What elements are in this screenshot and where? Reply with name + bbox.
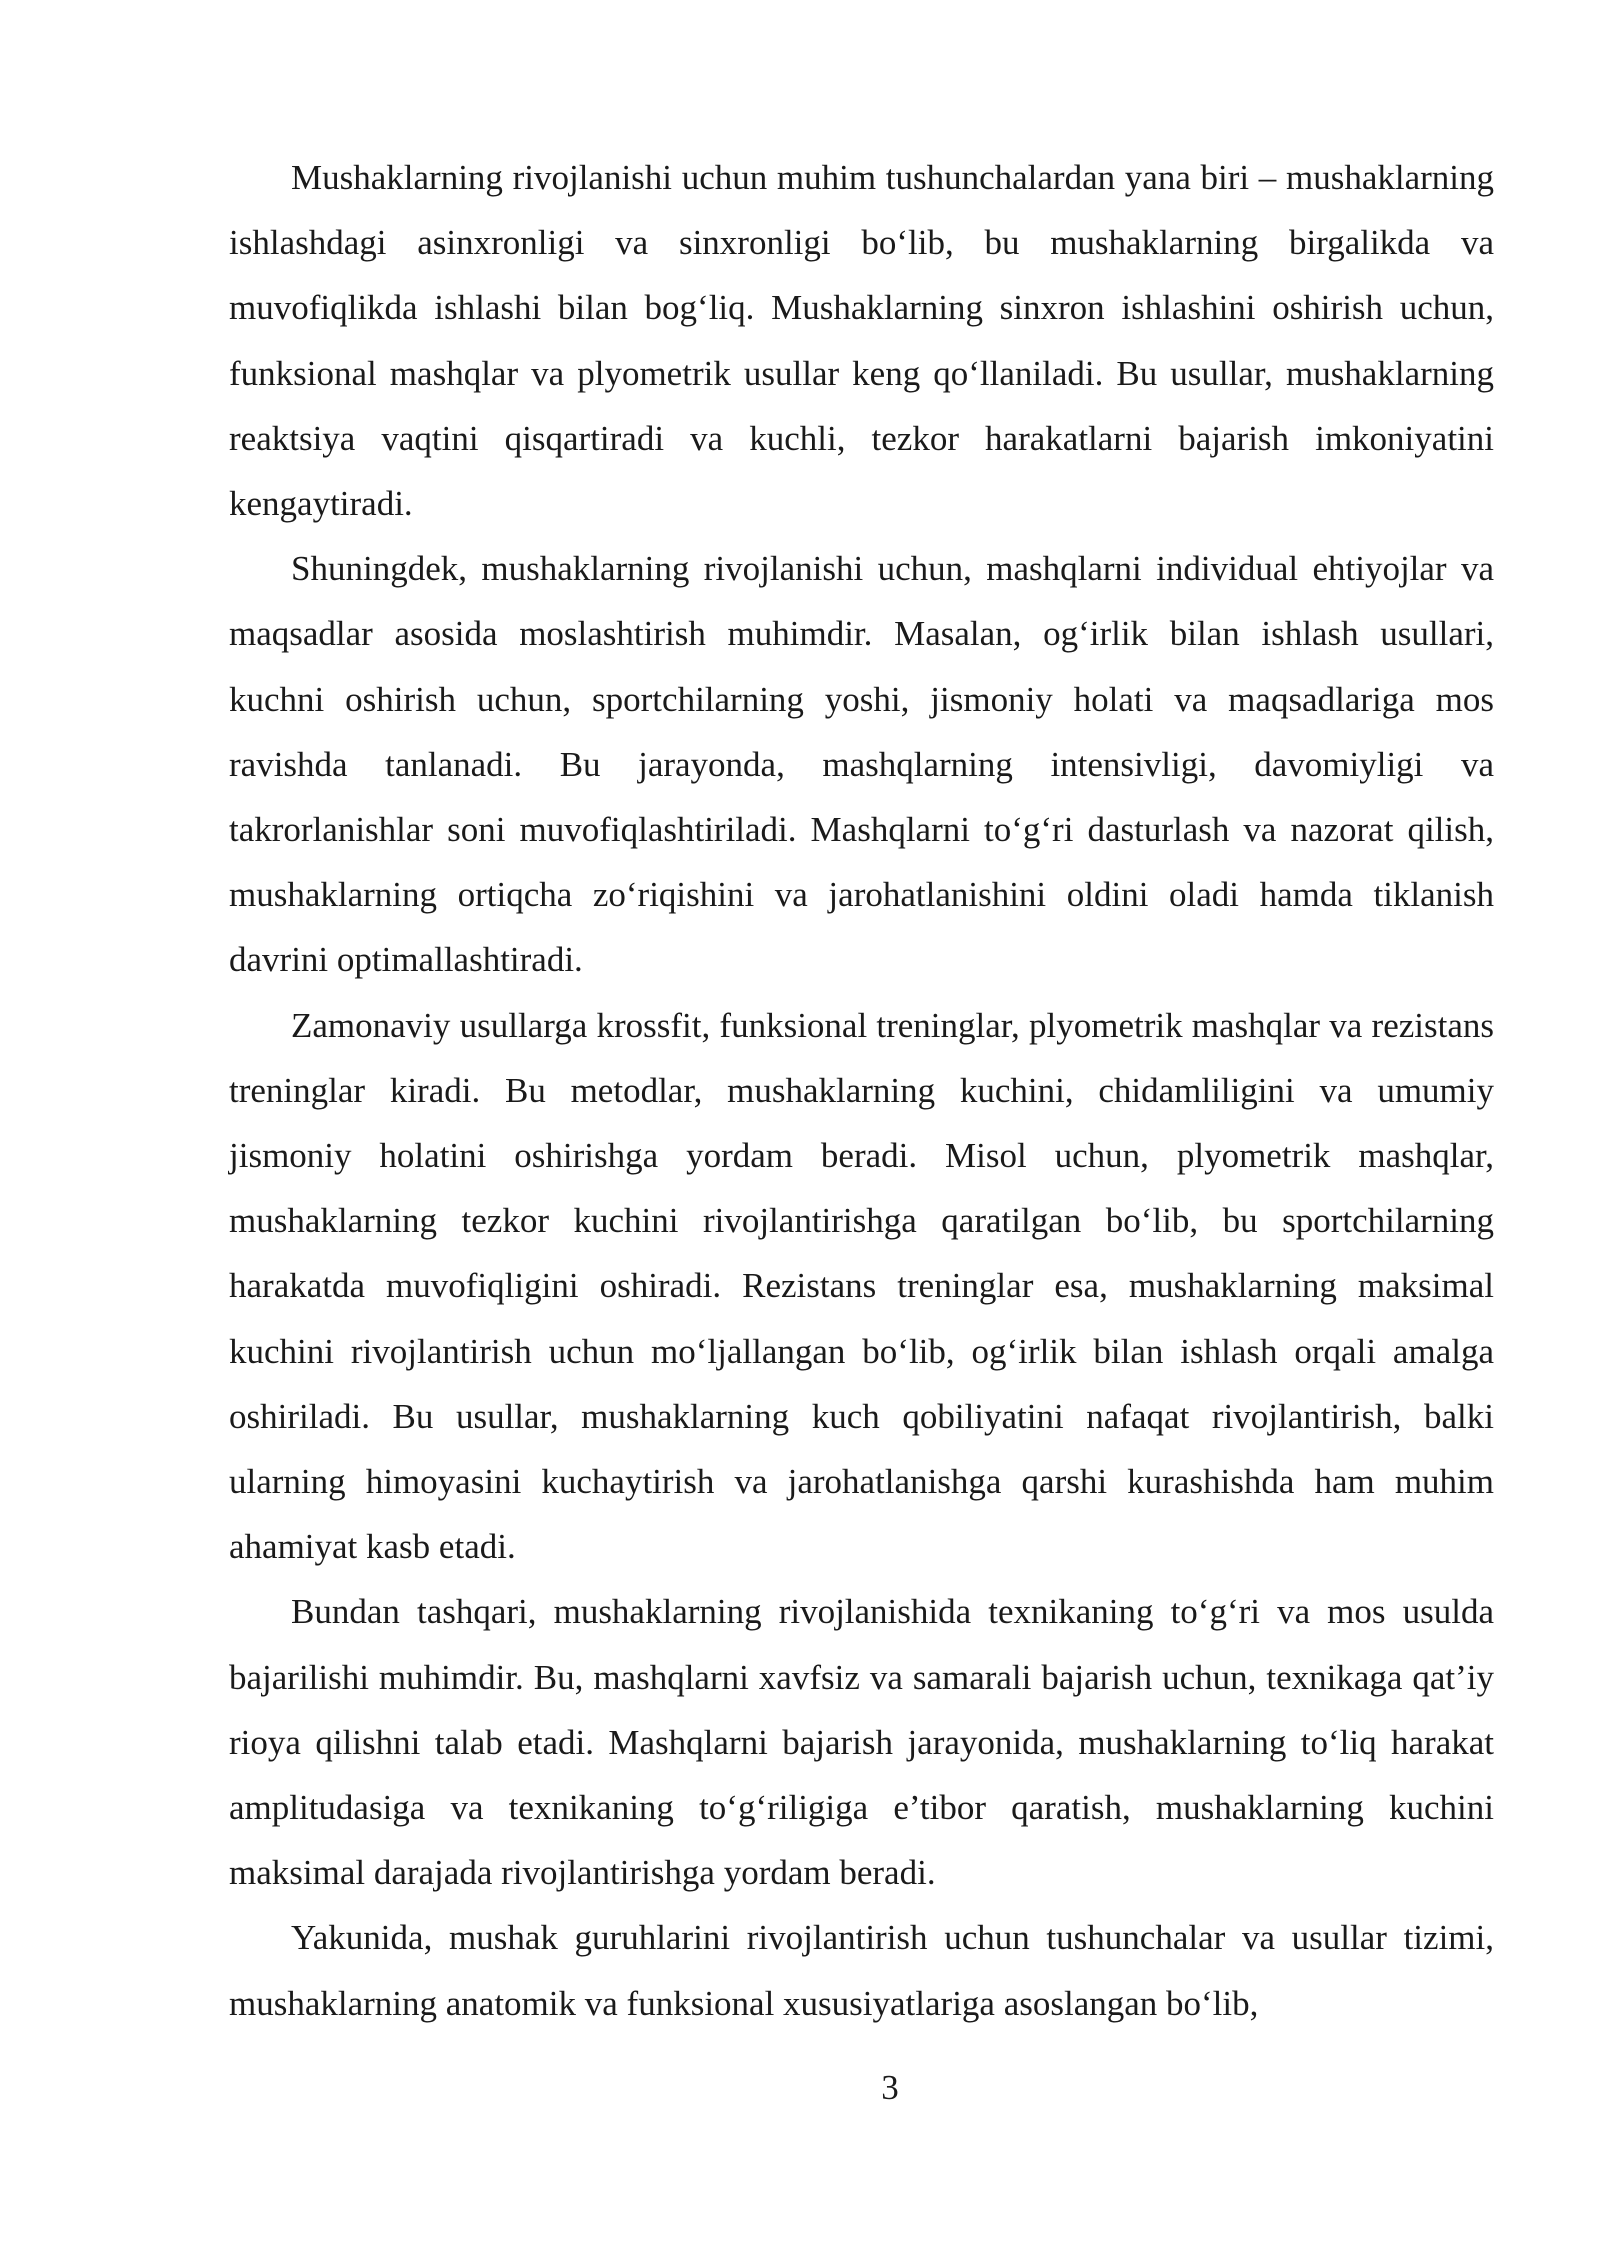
paragraph-1: Mushaklarning rivojlanishi uchun muhim tushunchalardan yana biri – mushaklarning ishlashdagi asinxronligi va sinxronligi bo‘lib, bu mushaklarning birgalikda va muvofiqlikda ishlashi bilan bog‘liq. Mushaklarning sinxron ishlashini oshirish uchun, funksional mashqlar va plyometrik usullar keng qo‘llaniladi. Bu usullar, mushaklarning reaktsiya vaqtini qisqartiradi va kuchli, tezkor harakatlarni bajarish imkoniyatini kengaytiradi.: [229, 158, 1494, 524]
paragraph-3: Zamonaviy usullarga krossfit, funksional treninglar, plyometrik mashqlar va rezistans treninglar kiradi. Bu metodlar, mushaklarning kuchini, chidamliligini va umumiy jismoniy holatini oshirishga yordam beradi. Misol uchun, plyometrik mashqlar, mushaklarning tezkor kuchini rivojlantirishga qaratilgan bo‘lib, bu sportchilarning harakatda muvofiqligini oshiradi. Rezistans treninglar esa, mushaklarning maksimal kuchini rivojlantirish uchun mo‘ljallangan bo‘lib, og‘irlik bilan ishlash orqali amalga oshiriladi. Bu usullar, mushaklarning kuch qobiliyatini nafaqat rivojlantirish, balki ularning himoyasini kuchaytirish va jarohatlanishga qarshi kurashishda ham muhim ahamiyat kasb etadi.: [229, 1005, 1494, 1567]
paragraph-5: Yakunida, mushak guruhlarini rivojlantirish uchun tushunchalar va usullar tizimi, mushaklarning anatomik va funksional xususiyatlariga asoslangan bo‘lib,: [229, 1918, 1494, 2023]
body-text: [229, 145, 1494, 2036]
page-number: 3: [881, 2068, 899, 2107]
paragraph-4: Bundan tashqari, mushaklarning rivojlanishida texnikaning to‘g‘ri va mos usulda bajarilishi muhimdir. Bu, mashqlarni xavfsiz va samarali bajarish uchun, texnikaga qat’iy rioya qilishni talab etadi. Mashqlarni bajarish jarayonida, mushaklarning to‘liq harakat amplitudasiga va texnikaning to‘g‘riligiga e’tibor qaratish, mushaklarning kuchini maksimal darajada rivojlantirishga yordam beradi.: [229, 1592, 1494, 1893]
paragraph-2: Shuningdek, mushaklarning rivojlanishi uchun, mashqlarni individual ehtiyojlar va maqsadlar asosida moslashtirish muhimdir. Masalan, og‘irlik bilan ishlash usullari, kuchni oshirish uchun, sportchilarning yoshi, jismoniy holati va maqsadlariga mos ravishda tanlanadi. Bu jarayonda, mashqlarning intensivligi, davomiyligi va takrorlanishlar soni muvofiqlashtiriladi. Mashqlarni to‘g‘ri dasturlash va nazorat qilish, mushaklarning ortiqcha zo‘riqishini va jarohatlanishini oldini oladi hamda tiklanish davrini optimallashtiradi.: [229, 549, 1494, 980]
